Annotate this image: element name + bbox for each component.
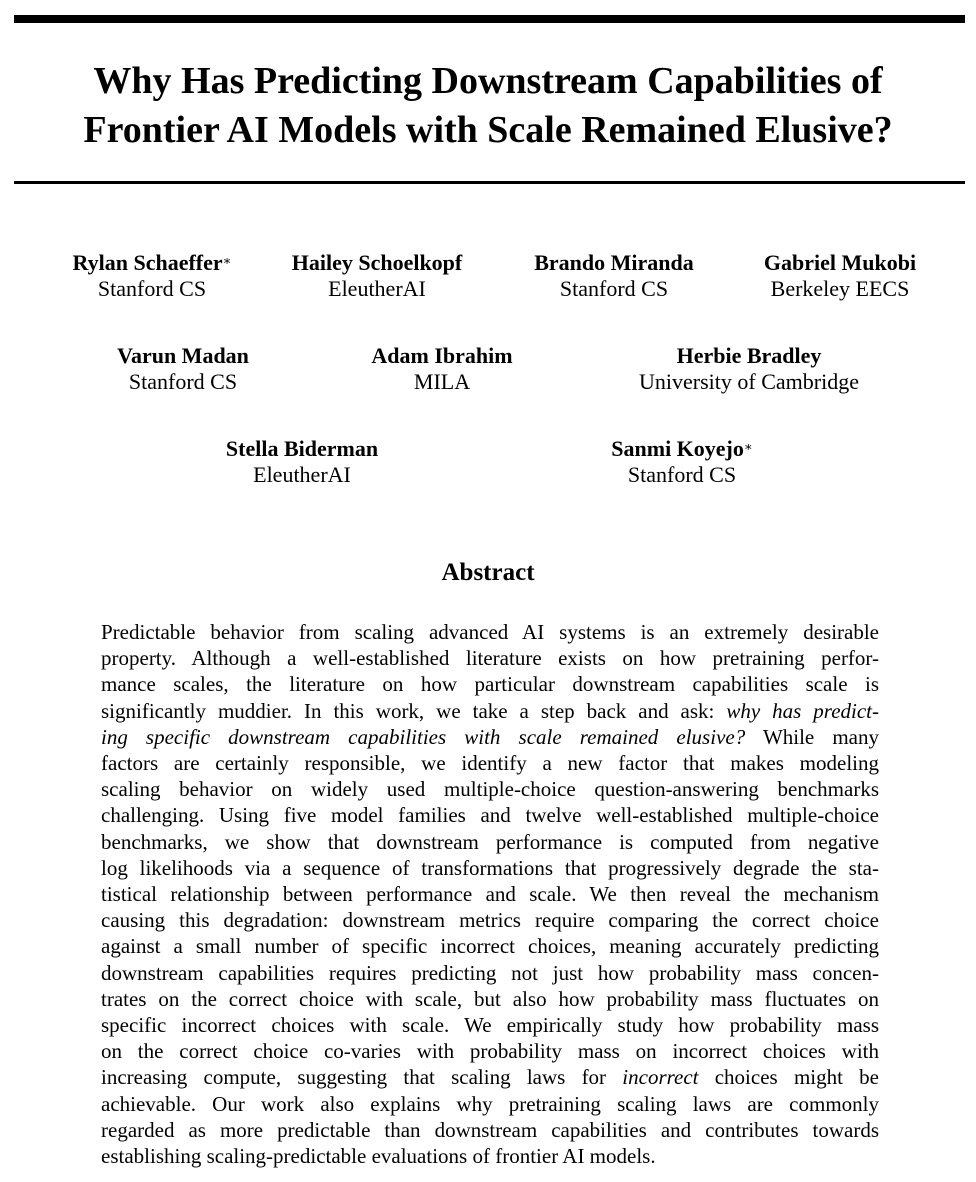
abstract-line [101,907,879,933]
abstract-segment: benchmarks, we show that downstream performance is computed from negative [101,829,879,854]
abstract-line [101,1117,879,1143]
author-block [54,250,250,302]
abstract-segment: on the correct choice co-varies with probability mass on incorrect choices with [101,1039,879,1064]
author-name: Herbie Bradley [676,343,822,368]
abstract-line [101,1012,879,1038]
author-affiliation: EleutherAI [328,276,426,301]
abstract-text [101,619,879,1169]
author-block [278,250,476,302]
abstract-emphasis: ing specific downstream capabilities with scale remained elusive? [101,724,746,749]
abstract-segment: achievable. Our work also explains why pretraining scaling laws are commonly [101,1091,879,1116]
top-rule [14,15,965,23]
abstract-line [101,671,879,697]
abstract-segment: choices might be [698,1065,879,1090]
abstract-emphasis: why has predict- [726,698,879,723]
abstract-segment: Predictable behavior from scaling advanced AI systems is an extremely desirable [101,620,879,644]
author-affiliation: MILA [413,369,471,394]
author-affiliation: Stanford CS [128,369,238,394]
abstract-line [101,960,879,986]
abstract-line [101,776,879,802]
author-name: Stella Biderman [225,436,379,461]
author-block [516,250,712,302]
author-block [582,436,782,488]
author-affiliation: Stanford CS [627,462,737,487]
author-name: Adam Ibrahim [371,343,513,368]
author-name: Hailey Schoelkopf [291,250,463,275]
author-affiliation: Berkeley EECS [770,276,910,301]
abstract-line [101,802,879,828]
author-name: Sanmi Koyejo∗ [611,436,753,461]
abstract-line [101,698,879,724]
abstract-segment: factors are certainly responsible, we identify a new factor that makes modeling [101,751,879,776]
abstract-line [101,881,879,907]
abstract-segment: specific incorrect choices with scale. We empirically study how probability mass [101,1013,879,1038]
abstract-segment: challenging. Using five model families and twelve well-established multiple-choice [101,803,879,828]
abstract-segment: downstream capabilities requires predicting not just how probability mass concen- [101,960,879,985]
abstract-segment: mance scales, the literature on how particular downstream capabilities scale is [101,672,879,697]
abstract-segment: increasing compute, suggesting that scaling laws for [101,1065,623,1090]
abstract-segment: establishing scaling-predictable evaluations of frontier AI models. [101,1144,656,1169]
author-affiliation: EleutherAI [253,462,351,487]
abstract-line [101,1038,879,1064]
paper-title [0,57,976,155]
abstract-segment: scaling behavior on widely used multiple-choice question-answering benchmarks [101,777,879,802]
title-line: Why Has Predicting Downstream Capabilities of [93,60,883,102]
abstract-segment: log likelihoods via a sequence of transformations that progressively degrade the sta- [101,855,879,880]
abstract-segment: property. Although a well-established literature exists on how pretraining perfor- [101,646,879,671]
abstract-line [101,1143,879,1169]
abstract-segment: significantly muddier. In this work, we take a step back and ask: [101,698,727,723]
abstract-line [101,855,879,881]
author-block [202,436,402,488]
abstract-segment: trates on the correct choice with scale, but also how probability mass fluctuates on [101,986,879,1011]
abstract-line [101,1091,879,1117]
author-affiliation: University of Cambridge [639,369,859,394]
author-name: Gabriel Mukobi [763,250,917,275]
author-name: Varun Madan [117,343,249,368]
abstract-line [101,645,879,671]
abstract-segment: tistical relationship between performance and scale. We then reveal the mechanism [101,882,879,907]
title-line: Frontier AI Models with Scale Remained Elusive? [83,109,893,151]
bottom-rule [14,181,965,184]
equal-contribution-mark: ∗ [222,253,232,268]
abstract-line [101,986,879,1012]
abstract-line [101,724,879,750]
abstract-segment: against a small number of specific incorrect choices, meaning accurately predicting [101,934,879,959]
abstract-line [101,1064,879,1090]
author-block [83,343,283,395]
author-affiliation: Stanford CS [559,276,669,301]
abstract-line [101,829,879,855]
abstract-line [101,750,879,776]
abstract-line [101,933,879,959]
abstract-segment: regarded as more predictable than downstream capabilities and contributes towards [101,1117,879,1142]
abstract-line [101,619,879,645]
abstract-emphasis: incorrect [622,1065,699,1090]
author-name: Rylan Schaeffer∗ [72,250,232,275]
abstract-segment: While many [745,724,880,749]
abstract-segment: causing this degradation: downstream metrics require comparing the correct choice [101,908,879,933]
abstract-heading: Abstract [441,559,535,586]
equal-contribution-mark: ∗ [743,439,753,454]
author-block [745,250,935,302]
author-block [614,343,884,395]
author-affiliation: Stanford CS [97,276,207,301]
author-name: Brando Miranda [534,250,694,275]
author-block [342,343,542,395]
